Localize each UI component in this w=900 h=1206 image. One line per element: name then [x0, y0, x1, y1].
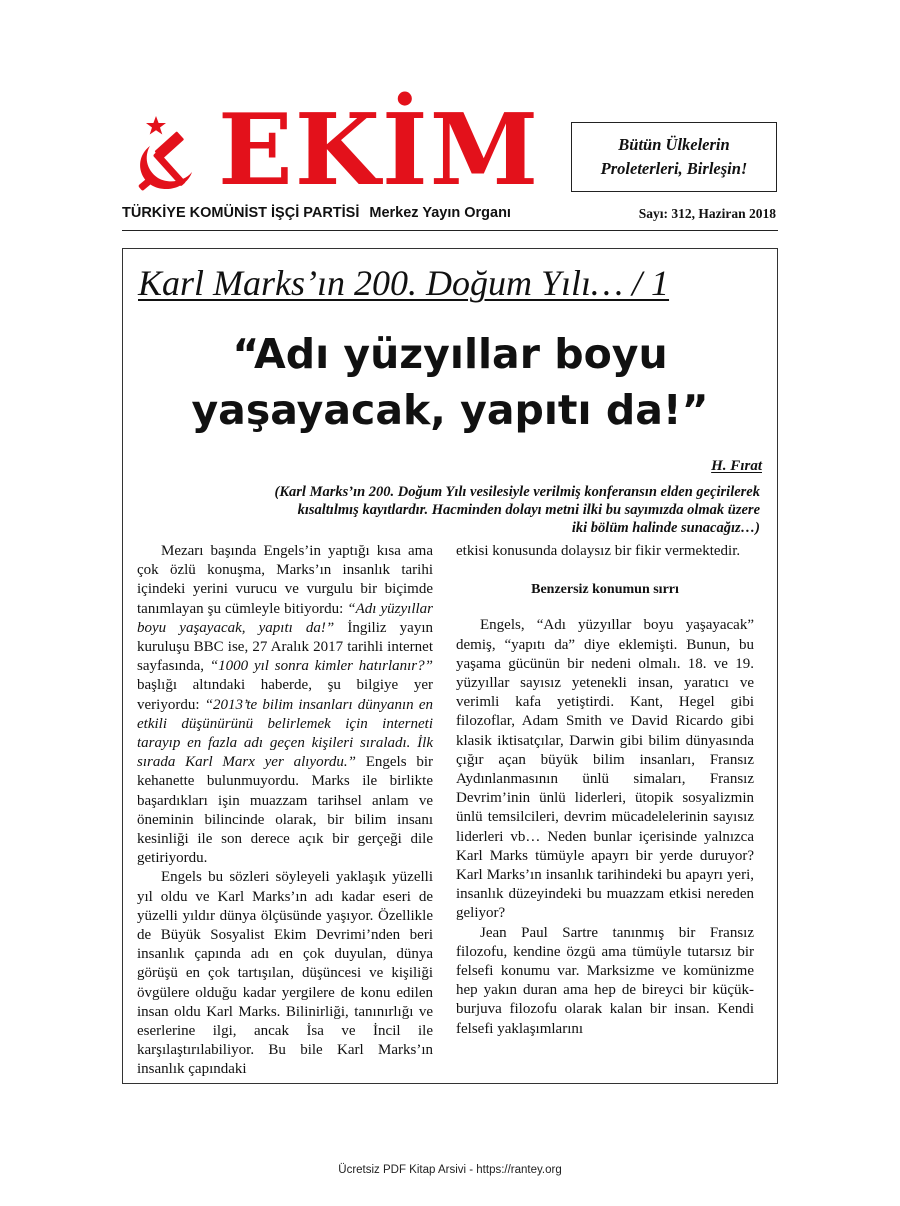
issue-info: Sayı: 312, Haziran 2018	[638, 206, 776, 221]
author-byline: H. Fırat	[711, 458, 762, 474]
intro-note-line-2: kısaltılmış kayıtlardır. Hacminden dolayı metni ilki bu sayımızda olmak üzere	[297, 502, 760, 518]
quote-text: “Adı yüzyıllar boyu yaşayacak, yapıtı da!”	[137, 600, 434, 636]
paragraph-text: başlığı altındaki haberde, şu bilgiye yer veriyordu:	[137, 677, 433, 713]
headline-line-1: “Adı yüzyıllar boyu	[232, 330, 668, 378]
intro-note-line-1: (Karl Marks’ın 200. Doğum Yılı vesilesiyle verilmiş konferansın elden geçirilerek	[274, 484, 760, 500]
party-name: TÜRKİYE KOMÜNİST İŞÇİ PARTİSİ	[122, 205, 360, 221]
slogan-line-2: Proleterleri, Birleşin!	[600, 159, 748, 178]
intro-note-line-3: iki bölüm halinde sunacağız…)	[571, 520, 760, 536]
intro-note	[200, 483, 760, 537]
party-line	[122, 205, 511, 221]
subheading: Benzersiz konumun sırrı	[531, 582, 679, 598]
paragraph: Jean Paul Sartre tanınmış bir Fransız filozofu, kendine özgü ama tümüyle tutarsız bir felsefi konumu var. Marksizme ve komünizme hep yakın duran ama hep de bireyci bir küçük-burjuva filozofu olarak kalan bir insan. Kendi felsefi yaklaşımlarını	[456, 924, 754, 1037]
headline	[122, 326, 778, 438]
slogan-line-1: Bütün Ülkelerin	[618, 135, 730, 154]
quote-text: “1000 yıl sonra kimler hatırlanır?”	[209, 658, 433, 675]
paragraph: Engels, “Adı yüzyıllar boyu yaşayacak” demiş, “yapıtı da” diye eklemişti. Bunun, bu yaşama gücünün bir nedeni olmalı. 18. ve 19. yüzyıllar sayısız yetenekli insan, yaratıcı ve verimli kafa yetiştirdi. Kant, Hegel gibi filozoflar, Adam Smith ve David Ricardo gibi klasik iktisatçılar, Darwin gibi bilim dünyasında çığır açan büyük bilim insanları, Fransız Aydınlanmasının ünlü simaları, Fransız Devrim’inin ünlü liderleri, ütopik sosyalizmin ünlü temsilcileri, devrim mücadelelerinin sayısız liderleri vb… Neden bunlar içerisinde yalnızca Karl Marks tümüyle apayrı bir yerde duruyor? Karl Marks’ın insanlık tarihindeki bu apayrı yeri, insanlık düzeyindeki bu muazzam etkisi nereden geliyor?	[456, 617, 754, 922]
body-column-left	[137, 542, 433, 1080]
body-column-right	[456, 542, 754, 1039]
slogan-box	[571, 122, 777, 192]
paragraph-text: Engels bir kehanette bulunmuyordu. Marks ile birlikte başardıkları işin muazzam tarihsel anlam ve öneminin bilincinde olarak, bir bilim insanı kesinliği ile son derece açık bir gerçeği dile getiriyordu.	[137, 754, 433, 867]
paragraph: etkisi konusunda dolaysız bir fikir vermektedir.	[456, 543, 741, 559]
paragraph-text: Mezarı başında Engels’in yaptığı kısa ama çok özlü konuşma, Marks’ın insanlık tarihi içindeki yerini vurucu ve vurgulu bir biçimde tanımlayan şu cümleyle bitiyordu:	[137, 543, 433, 617]
quote-text: “2013’te bilim insanları dünyanın en etkili düşünürünü belirlemek için interneti tarayıp en fazla adı geçen kişileri sıraladı. İlk sırada Karl Marx yer alıyordu.”	[137, 696, 433, 771]
paragraph-text: İngiliz yayın kuruluşu BBC ise, 27 Aralık 2017 tarihli internet sayfasında,	[137, 619, 434, 675]
footer-text: Ücretsiz PDF Kitap Arsivi - https://rantey.org	[338, 1164, 562, 1176]
paragraph	[137, 542, 433, 868]
masthead-divider	[122, 230, 778, 231]
headline-line-2: yaşayacak, yapıtı da!”	[191, 386, 709, 434]
series-title: Karl Marks’ın 200. Doğum Yılı… / 1	[138, 263, 670, 303]
hammer-and-sickle-icon	[128, 112, 212, 196]
organ-label: Merkez Yayın Organı	[369, 205, 511, 221]
paragraph: Engels bu sözleri söyleyeli yaklaşık yüzelli yıl oldu ve Karl Marks’ın adı kadar eseri de yüzelli yıldır dünya ölçüsünde yaşıyor. Özellikle de Büyük Sosyalist Ekim Devrimi’nden beri insanlık çapında adı en çok duyulan, dünya görüşü en çok tartışılan, düşüncesi ve kişiliği övgülere olduğu kadar yergilere de konu edilen insan oldu Karl Marks. Bilinirliği, tanınırlığı ve eserlerine ilgi, ancak İsa ve İncil ile karşılaştırılabiliyor. Bu bile Karl Marks’ın insanlık çapındaki	[137, 869, 433, 1078]
logo-wordmark: EKİM	[218, 93, 541, 208]
